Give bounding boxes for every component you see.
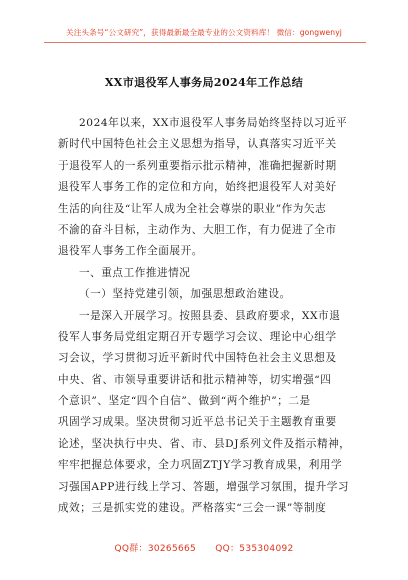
header-divider [44,42,366,43]
footer-qq-group: QQ群：30265665 [114,544,197,554]
body-line: 巩固学习成果。坚决贯彻习近平总书记关于主题教育重要 [58,416,337,429]
body-line: 牢牢把握总体要求，全力巩固ZTJY学习教育成果，利用学 [58,459,343,472]
subsection-heading: （一）坚持党建引领，加强思想政治建设。 [79,288,291,301]
document-body [58,113,350,519]
body-line: 2024年以来，XX市退役军人事务局始终坚持以习近平 [79,117,348,129]
body-line: 中央、省、市领导重要讲话和批示精神等，切实增强“四 [58,373,332,386]
body-line: 新时代中国特色社会主义思想为指导，认真落实习近平关 [58,138,337,151]
document-title: XX市退役军人事务局2024年工作总结 [104,76,304,89]
body-line: 退役军人事务工作的定位和方向，始终把退役军人对美好 [58,181,337,194]
body-line: 一是深入开展学习。按照县委、县政府要求，XX市退 [79,309,341,322]
body-line: 论述，坚决执行中央、省、市、县DJ系列文件及指示精神， [58,437,350,450]
footer-qq: QQ：535304092 [215,544,294,554]
header-note: 关注头条号“公文研究”，获得最新最全最专业的公文资料库！ 微信：gongwenyj [66,28,342,37]
body-line: 生活的向往及“让军人成为全社会尊崇的职业”作为矢志 [58,202,327,215]
section-heading: 一、重点工作推进情况 [79,266,191,279]
body-line: 习强国APP进行线上学习、答题，增强学习氛围，提升学习 [58,480,350,493]
footer-contact [0,541,408,554]
body-line: 习会议，学习贯彻习近平新时代中国特色社会主义思想及 [58,352,337,365]
body-line: 于退役军人的一系列重要指示批示精神，准确把握新时期 [58,159,337,172]
body-line: 个意识”、坚定“四个自信”、做到“两个维护”；二是 [58,395,311,408]
body-line: 退役军人事务工作全面展开。 [58,245,203,258]
body-line: 成效；三是抓实党的建设。严格落实“三会一课”等制度 [58,502,327,515]
body-line: 役军人事务局党组定期召开专题学习会议、理论中心组学 [58,330,337,343]
body-line: 不渝的奋斗目标，主动作为、大胆工作，有力促进了全市 [58,223,337,236]
